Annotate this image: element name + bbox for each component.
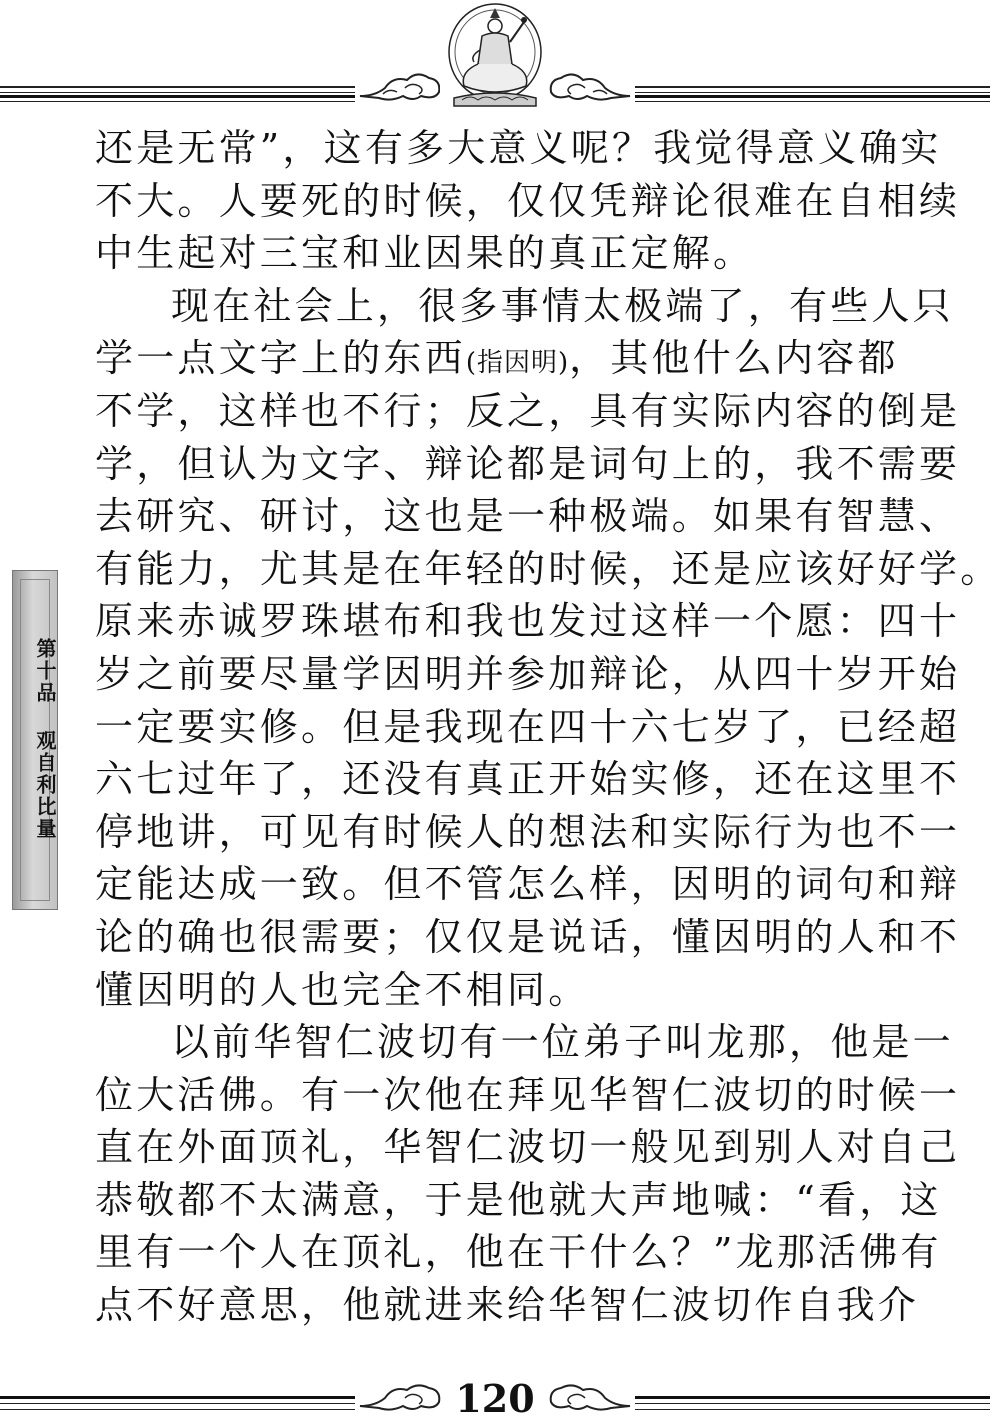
text-segment: ，其他什么内容都 — [569, 336, 899, 381]
text-line: 定能达成一致。但不管怎么样，因明的词句和辩 — [95, 862, 961, 907]
cloud-scroll-icon — [545, 1380, 635, 1414]
cloud-scroll-icon — [355, 1380, 445, 1414]
text-line: 不学，这样也不行；反之，具有实际内容的倒是 — [95, 388, 961, 433]
text-line: 停地讲，可见有时候人的想法和实际行为也不一 — [95, 809, 961, 854]
page-number: 120 — [445, 1372, 545, 1426]
text-line: 有能力，尤其是在年轻的时候，还是应该好好学。 — [95, 546, 1001, 591]
text-line: 位大活佛。有一次他在拜见华智仁波切的时候一 — [95, 1072, 961, 1117]
text-line: 一定要实修。但是我现在四十六七岁了，已经超 — [95, 704, 961, 749]
text-line: 现在社会上，很多事情太极端了，有些人只 — [171, 283, 954, 328]
page-header — [0, 0, 990, 120]
deity-figure-icon — [440, 2, 550, 110]
text-line: 岁之前要尽量学因明并参加辩论，从四十岁开始 — [95, 651, 961, 696]
text-line: 还是无常”，这有多大意义呢？我觉得意义确实 — [95, 126, 942, 170]
chapter-title: 第十品 观自利比量 — [33, 638, 57, 840]
text-line: 里有一个人在顶礼，他在干什么？”龙那活佛有 — [95, 1230, 942, 1275]
text-line: 懂因明的人也完全不相同。 — [95, 967, 590, 1012]
page-footer — [0, 1360, 990, 1426]
text-line: 论的确也很需要；仅仅是说话，懂因明的人和不 — [95, 914, 961, 959]
text-line: 学，但认为文字、辩论都是词句上的，我不需要 — [95, 441, 961, 486]
chapter-side-tab — [12, 570, 58, 910]
body-text — [95, 122, 1001, 1332]
inline-note: (指因明) — [465, 348, 570, 379]
text-line: 直在外面顶礼，华智仁波切一般见到别人对自己 — [95, 1125, 961, 1170]
cloud-scroll-icon — [355, 66, 445, 102]
text-line: 去研究、研讨，这也是一种极端。如果有智慧、 — [95, 494, 961, 539]
text-line: 恭敬都不太满意，于是他就大声地喊：“看，这 — [95, 1177, 942, 1222]
text-line: 原来赤诚罗珠堪布和我也发过这样一个愿：四十 — [95, 599, 961, 644]
text-line: 六七过年了，还没有真正开始实修，还在这里不 — [95, 757, 961, 802]
text-line: 点不好意思，他就进来给华智仁波切作自我介 — [95, 1283, 920, 1328]
text-segment: 学一点文字上的东西 — [95, 336, 466, 381]
text-line: 以前华智仁波切有一位弟子叫龙那，他是一 — [171, 1020, 954, 1065]
text-line — [95, 332, 899, 385]
text-line: 中生起对三宝和业因果的真正定解。 — [95, 231, 755, 276]
text-line: 不大。人要死的时候，仅仅凭辩论很难在自相续 — [95, 178, 961, 223]
cloud-scroll-icon — [545, 66, 635, 102]
